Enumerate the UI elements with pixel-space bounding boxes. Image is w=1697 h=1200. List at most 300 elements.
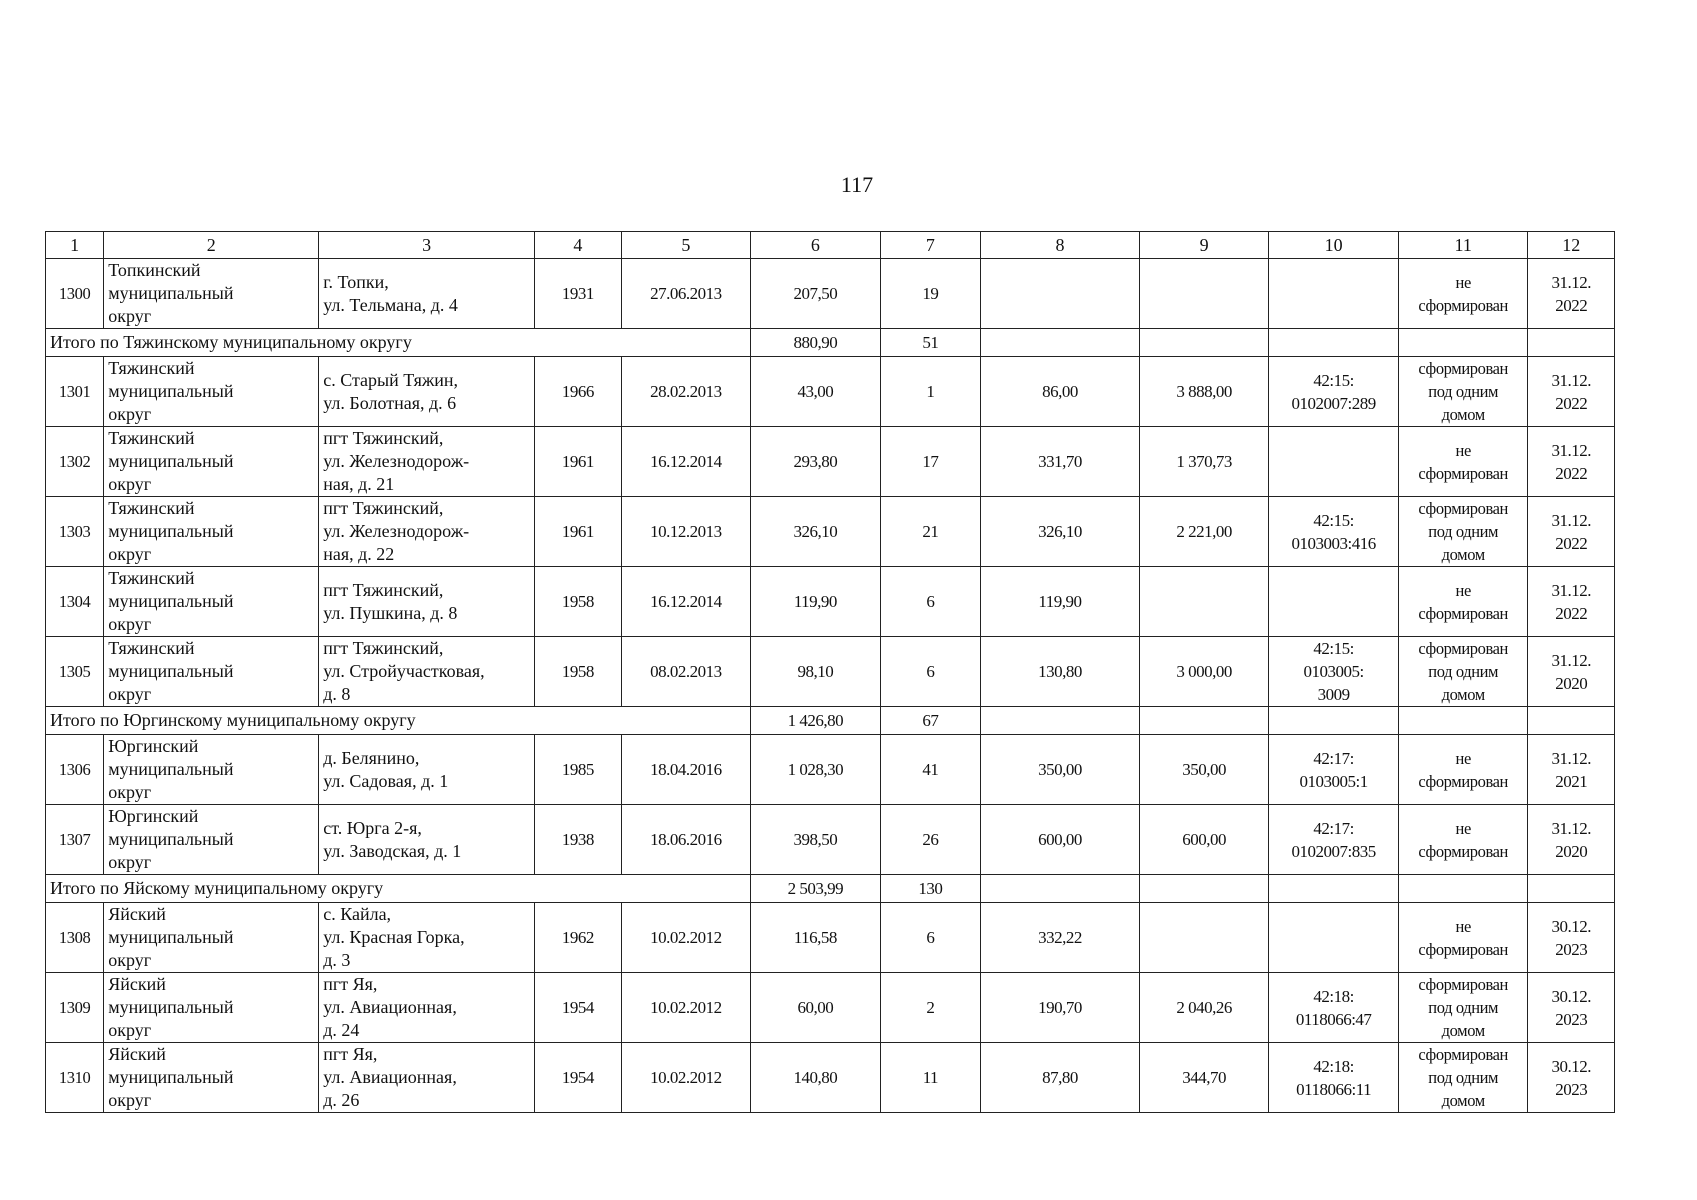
column-number-header-row: [46, 232, 1615, 259]
year-cell: 1954: [535, 1043, 621, 1113]
table-row: [46, 567, 1615, 637]
status-line: под одним: [1428, 522, 1499, 541]
district-line: округ: [108, 544, 152, 564]
year-cell: 1985: [535, 735, 621, 805]
people-cell: 41: [880, 735, 980, 805]
district-total-row: [46, 707, 1615, 735]
address-cell: [319, 637, 535, 707]
empty-cell: [1139, 707, 1269, 735]
deadline-line: 31.12.: [1551, 650, 1591, 670]
cadastral-number-cell: [1269, 735, 1399, 805]
cadastral-line: 0103005:1: [1299, 771, 1368, 791]
column-9-cell: 600,00: [1139, 805, 1269, 875]
column-header: 9: [1139, 232, 1269, 259]
column-9-cell: 3 000,00: [1139, 637, 1269, 707]
people-cell: 2: [880, 973, 980, 1043]
deadline-line: 2023: [1555, 939, 1588, 959]
table-row: [46, 1043, 1615, 1113]
address-line: д. 3: [323, 950, 351, 970]
row-number: 1308: [46, 903, 104, 973]
date-cell: 28.02.2013: [621, 357, 751, 427]
column-9-cell: 3 888,00: [1139, 357, 1269, 427]
cadastral-line: 3009: [1317, 685, 1350, 704]
district-line: муниципальный: [108, 521, 234, 541]
empty-cell: [981, 707, 1140, 735]
column-header: 2: [104, 232, 319, 259]
people-cell: 6: [880, 903, 980, 973]
deadline-cell: [1528, 973, 1615, 1043]
district-line: муниципальный: [108, 661, 234, 681]
address-cell: [319, 1043, 535, 1113]
column-8-cell: [981, 259, 1140, 329]
land-status-cell: [1398, 805, 1528, 875]
cadastral-line: 0102007:835: [1291, 841, 1376, 861]
address-line: ул. Авиационная,: [323, 997, 457, 1017]
total-area: 880,90: [751, 329, 881, 357]
address-cell: [319, 903, 535, 973]
address-cell: [319, 567, 535, 637]
date-cell: 10.02.2012: [621, 903, 751, 973]
deadline-cell: [1528, 497, 1615, 567]
cadastral-line: 0103003:416: [1291, 533, 1376, 553]
column-9-cell: 2 040,26: [1139, 973, 1269, 1043]
status-line: домом: [1441, 685, 1485, 704]
address-line: ул. Железнодорож-: [323, 521, 470, 541]
date-cell: 18.04.2016: [621, 735, 751, 805]
area-cell: 140,80: [751, 1043, 881, 1113]
area-cell: 43,00: [751, 357, 881, 427]
address-line: ная, д. 22: [323, 544, 395, 564]
address-line: пгт Тяжинский,: [323, 579, 444, 600]
year-cell: 1958: [535, 637, 621, 707]
column-header: 3: [319, 232, 535, 259]
district-line: Юргинский: [108, 806, 199, 826]
people-cell: 6: [880, 567, 980, 637]
table-row: [46, 259, 1615, 329]
address-line: ул. Заводская, д. 1: [323, 840, 462, 861]
total-people: 67: [880, 707, 980, 735]
deadline-line: 2022: [1555, 603, 1588, 623]
cadastral-line: 42:15:: [1313, 370, 1354, 390]
deadline-line: 2020: [1555, 841, 1588, 861]
district-line: Юргинский: [108, 736, 199, 756]
row-number: 1310: [46, 1043, 104, 1113]
status-line: под одним: [1428, 662, 1499, 681]
column-header: 11: [1398, 232, 1528, 259]
district-line: округ: [108, 404, 152, 424]
year-cell: 1938: [535, 805, 621, 875]
status-line: сформирован: [1418, 1045, 1508, 1064]
deadline-line: 2020: [1555, 673, 1588, 693]
address-cell: [319, 805, 535, 875]
address-line: д. 26: [323, 1090, 360, 1110]
cadastral-line: 0118066:11: [1296, 1079, 1372, 1099]
row-number: 1302: [46, 427, 104, 497]
district-cell: [104, 567, 319, 637]
table-row: [46, 973, 1615, 1043]
address-line: г. Топки,: [323, 271, 389, 292]
status-line: сформирован: [1418, 939, 1508, 959]
column-9-cell: 344,70: [1139, 1043, 1269, 1113]
land-status-cell: [1398, 637, 1528, 707]
district-line: округ: [108, 782, 152, 802]
date-cell: 10.12.2013: [621, 497, 751, 567]
district-line: Топкинский: [108, 260, 201, 280]
cadastral-line: 42:17:: [1313, 748, 1354, 768]
district-line: муниципальный: [108, 381, 234, 401]
column-8-cell: 130,80: [981, 637, 1140, 707]
status-line: сформирован: [1418, 359, 1508, 378]
column-9-cell: [1139, 259, 1269, 329]
district-cell: [104, 637, 319, 707]
status-line: не: [1455, 818, 1471, 838]
table-row: [46, 805, 1615, 875]
deadline-cell: [1528, 427, 1615, 497]
address-line: д. 8: [323, 684, 351, 704]
deadline-cell: [1528, 735, 1615, 805]
area-cell: 207,50: [751, 259, 881, 329]
area-cell: 60,00: [751, 973, 881, 1043]
address-line: д. Белянино,: [323, 747, 420, 768]
empty-cell: [1528, 875, 1615, 903]
district-line: округ: [108, 852, 152, 872]
empty-cell: [1528, 329, 1615, 357]
district-total-row: [46, 875, 1615, 903]
table-body: [46, 232, 1615, 1113]
column-9-cell: [1139, 567, 1269, 637]
address-line: пгт Тяжинский,: [323, 428, 444, 448]
cadastral-line: 42:18:: [1313, 986, 1354, 1006]
deadline-line: 31.12.: [1551, 370, 1591, 390]
status-line: сформирован: [1418, 639, 1508, 658]
people-cell: 19: [880, 259, 980, 329]
date-cell: 16.12.2014: [621, 567, 751, 637]
column-header: 8: [981, 232, 1140, 259]
address-line: пгт Яя,: [323, 974, 378, 994]
people-cell: 11: [880, 1043, 980, 1113]
row-number: 1309: [46, 973, 104, 1043]
area-cell: 326,10: [751, 497, 881, 567]
land-status-cell: [1398, 567, 1528, 637]
address-line: д. 24: [323, 1020, 360, 1040]
address-line: ул. Авиационная,: [323, 1067, 457, 1087]
status-line: домом: [1441, 405, 1485, 424]
land-status-cell: [1398, 735, 1528, 805]
page-number: 117: [840, 172, 874, 197]
column-8-cell: 87,80: [981, 1043, 1140, 1113]
cadastral-line: 0118066:47: [1295, 1009, 1372, 1029]
column-8-cell: 86,00: [981, 357, 1140, 427]
column-8-cell: 119,90: [981, 567, 1140, 637]
address-cell: [319, 357, 535, 427]
date-cell: 10.02.2012: [621, 973, 751, 1043]
area-cell: 116,58: [751, 903, 881, 973]
district-line: Тяжинский: [108, 568, 195, 588]
empty-cell: [1398, 707, 1528, 735]
district-line: муниципальный: [108, 451, 234, 471]
address-cell: [319, 427, 535, 497]
district-line: муниципальный: [108, 1067, 234, 1087]
status-line: сформирован: [1418, 603, 1508, 623]
empty-cell: [1269, 875, 1399, 903]
status-line: под одним: [1428, 1068, 1499, 1087]
land-status-cell: [1398, 357, 1528, 427]
address-line: ул. Железнодорож-: [323, 451, 470, 471]
district-cell: [104, 735, 319, 805]
address-line: ул. Тельмана, д. 4: [323, 294, 458, 315]
district-line: Тяжинский: [108, 638, 195, 658]
column-header: 1: [46, 232, 104, 259]
status-line: домом: [1441, 1021, 1485, 1040]
column-8-cell: 600,00: [981, 805, 1140, 875]
district-cell: [104, 259, 319, 329]
land-status-cell: [1398, 427, 1528, 497]
address-cell: [319, 497, 535, 567]
table-row: [46, 735, 1615, 805]
district-line: Тяжинский: [108, 358, 195, 378]
area-cell: 98,10: [751, 637, 881, 707]
column-header: 12: [1528, 232, 1615, 259]
row-number: 1304: [46, 567, 104, 637]
district-cell: [104, 1043, 319, 1113]
deadline-cell: [1528, 259, 1615, 329]
column-8-cell: 350,00: [981, 735, 1140, 805]
status-line: не: [1455, 748, 1471, 768]
cadastral-line: 42:17:: [1313, 818, 1354, 838]
people-cell: 17: [880, 427, 980, 497]
empty-cell: [1398, 329, 1528, 357]
empty-cell: [981, 875, 1140, 903]
address-line: ул. Пушкина, д. 8: [323, 602, 458, 623]
cadastral-number-cell: [1269, 259, 1399, 329]
district-line: округ: [108, 306, 152, 326]
status-line: сформирован: [1418, 499, 1508, 518]
district-cell: [104, 357, 319, 427]
row-number: 1301: [46, 357, 104, 427]
cadastral-number-cell: [1269, 427, 1399, 497]
deadline-line: 31.12.: [1551, 818, 1591, 838]
column-8-cell: 332,22: [981, 903, 1140, 973]
status-line: сформирован: [1418, 463, 1508, 483]
address-line: ул. Садовая, д. 1: [323, 770, 449, 791]
empty-cell: [981, 329, 1140, 357]
people-cell: 1: [880, 357, 980, 427]
district-line: округ: [108, 950, 152, 970]
people-cell: 6: [880, 637, 980, 707]
district-cell: [104, 805, 319, 875]
column-8-cell: 326,10: [981, 497, 1140, 567]
address-line: с. Кайла,: [323, 904, 392, 924]
cadastral-line: 0102007:289: [1291, 393, 1376, 413]
empty-cell: [1269, 707, 1399, 735]
district-line: Яйский: [108, 974, 166, 994]
address-cell: [319, 259, 535, 329]
deadline-line: 31.12.: [1551, 440, 1591, 460]
status-line: домом: [1441, 545, 1485, 564]
status-line: под одним: [1428, 998, 1499, 1017]
column-header: 10: [1269, 232, 1399, 259]
cadastral-number-cell: [1269, 567, 1399, 637]
district-line: округ: [108, 1090, 152, 1110]
deadline-line: 30.12.: [1551, 1056, 1591, 1076]
total-people: 130: [880, 875, 980, 903]
deadline-line: 2022: [1555, 463, 1588, 483]
empty-cell: [1139, 875, 1269, 903]
land-status-cell: [1398, 903, 1528, 973]
empty-cell: [1528, 707, 1615, 735]
district-line: муниципальный: [108, 927, 234, 947]
area-cell: 1 028,30: [751, 735, 881, 805]
column-header: 4: [535, 232, 621, 259]
area-cell: 293,80: [751, 427, 881, 497]
land-status-cell: [1398, 973, 1528, 1043]
deadline-cell: [1528, 805, 1615, 875]
address-line: ул. Болотная, д. 6: [323, 392, 457, 413]
deadline-line: 2022: [1555, 295, 1588, 315]
area-cell: 119,90: [751, 567, 881, 637]
status-line: сформирован: [1418, 295, 1508, 315]
district-line: муниципальный: [108, 591, 234, 611]
status-line: сформирован: [1418, 841, 1508, 861]
address-line: ст. Юрга 2-я,: [323, 817, 422, 838]
status-line: не: [1455, 440, 1471, 460]
date-cell: 27.06.2013: [621, 259, 751, 329]
address-line: пгт Яя,: [323, 1044, 378, 1064]
empty-cell: [1398, 875, 1528, 903]
total-area: 2 503,99: [751, 875, 881, 903]
total-people: 51: [880, 329, 980, 357]
cadastral-line: 42:15:: [1313, 639, 1354, 658]
status-line: сформирован: [1418, 975, 1508, 994]
column-8-cell: 331,70: [981, 427, 1140, 497]
deadline-line: 31.12.: [1551, 272, 1591, 292]
district-line: округ: [108, 684, 152, 704]
deadline-cell: [1528, 637, 1615, 707]
year-cell: 1958: [535, 567, 621, 637]
column-header: 5: [621, 232, 751, 259]
table-row: [46, 427, 1615, 497]
deadline-line: 31.12.: [1551, 510, 1591, 530]
date-cell: 10.02.2012: [621, 1043, 751, 1113]
district-line: Тяжинский: [108, 498, 195, 518]
people-cell: 26: [880, 805, 980, 875]
cadastral-line: 0103005:: [1303, 662, 1364, 681]
cadastral-number-cell: [1269, 973, 1399, 1043]
row-number: 1306: [46, 735, 104, 805]
deadline-cell: [1528, 357, 1615, 427]
address-line: ул. Красная Горка,: [323, 927, 465, 947]
deadline-line: 31.12.: [1551, 580, 1591, 600]
address-line: с. Старый Тяжин,: [323, 369, 459, 390]
people-cell: 21: [880, 497, 980, 567]
address-cell: [319, 735, 535, 805]
housing-registry-table: [45, 231, 1615, 1113]
cadastral-number-cell: [1269, 903, 1399, 973]
year-cell: 1931: [535, 259, 621, 329]
cadastral-number-cell: [1269, 497, 1399, 567]
district-line: округ: [108, 614, 152, 634]
deadline-line: 2023: [1555, 1009, 1588, 1029]
table-row: [46, 903, 1615, 973]
deadline-cell: [1528, 1043, 1615, 1113]
address-cell: [319, 973, 535, 1043]
date-cell: 08.02.2013: [621, 637, 751, 707]
column-9-cell: 1 370,73: [1139, 427, 1269, 497]
deadline-line: 2022: [1555, 393, 1588, 413]
total-area: 1 426,80: [751, 707, 881, 735]
cadastral-line: 42:15:: [1313, 510, 1354, 530]
district-cell: [104, 973, 319, 1043]
row-number: 1303: [46, 497, 104, 567]
year-cell: 1966: [535, 357, 621, 427]
year-cell: 1962: [535, 903, 621, 973]
year-cell: 1961: [535, 497, 621, 567]
table-row: [46, 497, 1615, 567]
year-cell: 1961: [535, 427, 621, 497]
year-cell: 1954: [535, 973, 621, 1043]
address-line: ная, д. 21: [323, 474, 395, 494]
deadline-line: 2021: [1555, 771, 1588, 791]
district-line: округ: [108, 1020, 152, 1040]
district-line: Тяжинский: [108, 428, 195, 448]
cadastral-line: 42:18:: [1313, 1056, 1354, 1076]
deadline-line: 2023: [1555, 1079, 1588, 1099]
row-number: 1305: [46, 637, 104, 707]
total-label: Итого по Юргинскому муниципальному округу: [46, 707, 751, 735]
column-8-cell: 190,70: [981, 973, 1140, 1043]
address-line: пгт Тяжинский,: [323, 498, 444, 518]
row-number: 1307: [46, 805, 104, 875]
land-status-cell: [1398, 497, 1528, 567]
district-line: муниципальный: [108, 283, 234, 303]
total-label: Итого по Яйскому муниципальному округу: [46, 875, 751, 903]
cadastral-number-cell: [1269, 805, 1399, 875]
status-line: сформирован: [1418, 771, 1508, 791]
date-cell: 16.12.2014: [621, 427, 751, 497]
column-header: 7: [880, 232, 980, 259]
district-line: округ: [108, 474, 152, 494]
column-9-cell: [1139, 903, 1269, 973]
date-cell: 18.06.2016: [621, 805, 751, 875]
district-line: муниципальный: [108, 997, 234, 1017]
deadline-cell: [1528, 903, 1615, 973]
district-line: муниципальный: [108, 759, 234, 779]
status-line: под одним: [1428, 382, 1499, 401]
land-status-cell: [1398, 259, 1528, 329]
cadastral-number-cell: [1269, 637, 1399, 707]
deadline-cell: [1528, 567, 1615, 637]
empty-cell: [1139, 329, 1269, 357]
cadastral-number-cell: [1269, 1043, 1399, 1113]
deadline-line: 2022: [1555, 533, 1588, 553]
total-label: Итого по Тяжинскому муниципальному округу: [46, 329, 751, 357]
deadline-line: 30.12.: [1551, 986, 1591, 1006]
area-cell: 398,50: [751, 805, 881, 875]
empty-cell: [1269, 329, 1399, 357]
district-line: Яйский: [108, 904, 166, 924]
address-line: ул. Стройучастковая,: [323, 661, 485, 681]
table-row: [46, 637, 1615, 707]
row-number: 1300: [46, 259, 104, 329]
district-cell: [104, 427, 319, 497]
cadastral-number-cell: [1269, 357, 1399, 427]
district-cell: [104, 903, 319, 973]
deadline-line: 31.12.: [1551, 748, 1591, 768]
status-line: домом: [1441, 1091, 1485, 1110]
deadline-line: 30.12.: [1551, 916, 1591, 936]
district-line: муниципальный: [108, 829, 234, 849]
status-line: не: [1455, 580, 1471, 600]
